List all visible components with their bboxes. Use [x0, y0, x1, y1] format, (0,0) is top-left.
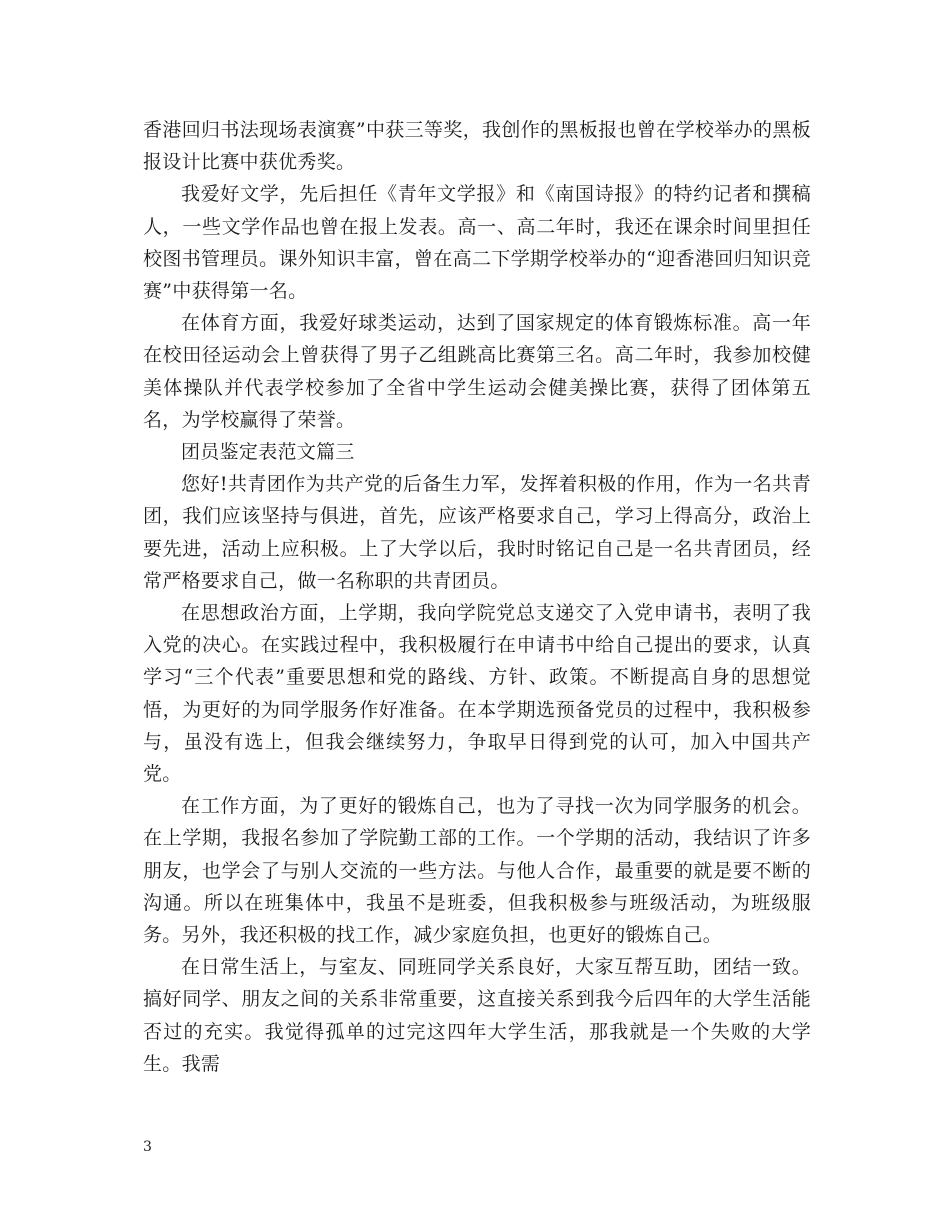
paragraph-5: 在思想政治方面，上学期，我向学院党总支递交了入党申请书，表明了我入党的决心。在实践过程中，我积极履行在申请书中给自己提出的要求，认真学习“三个代表”重要思想和党的路线、方针、政策。不断提高自身的思想觉悟，为更好的为同学服务作好准备。在本学期选预备党员的过程中，我积极参与，虽没有选上，但我会继续努力，争取早日得到党的认可，加入中国共产党。 — [143, 602, 811, 786]
paragraph-1: 香港回归书法现场表演赛”中获三等奖，我创作的黑板报也曾在学校举办的黑板报设计比赛中获优秀奖。 — [143, 119, 811, 174]
page-number: 3 — [143, 1139, 152, 1155]
paragraph-7: 在日常生活上，与室友、同班同学关系良好，大家互帮互助，团结一致。搞好同学、朋友之间的关系非常重要，这直接关系到我今后四年的大学生活能否过的充实。我觉得孤单的过完这四年大学生活，那我就是一个失败的大学生。我需 — [143, 956, 811, 1075]
paragraph-6: 在工作方面，为了更好的锻炼自己，也为了寻找一次为同学服务的机会。在上学期，我报名参加了学院勤工部的工作。一个学期的活动，我结识了许多朋友，也学会了与别人交流的一些方法。与他人合作，最重要的就是要不断的沟通。所以在班集体中，我虽不是班委，但我积极参与班级活动，为班级服务。另外，我还积极的找工作，减少家庭负担，也更好的锻炼自己。 — [143, 795, 811, 947]
document-body — [143, 114, 811, 1080]
paragraph-4: 您好!共青团作为共产党的后备生力军，发挥着积极的作用，作为一名共青团，我们应该坚持与俱进，首先，应该严格要求自己，学习上得高分，政治上要先进，活动上应积极。上了大学以后，我时时铭记自己是一名共青团员，经常严格要求自己，做一名称职的共青团员。 — [143, 473, 811, 592]
section-heading: 团员鉴定表范文篇三 — [181, 441, 355, 464]
paragraph-3: 在体育方面，我爱好球类运动，达到了国家规定的体育锻炼标准。高一年在校田径运动会上曾获得了男子乙组跳高比赛第三名。高二年时，我参加校健美体操队并代表学校参加了全省中学生运动会健美操比赛，获得了团体第五名，为学校赢得了荣誉。 — [143, 312, 811, 431]
paragraph-2: 我爱好文学，先后担任《青年文学报》和《南国诗报》的特约记者和撰稿人，一些文学作品也曾在报上发表。高一、高二年时，我还在课余时间里担任校图书管理员。课外知识丰富，曾在高二下学期学校举办的“迎香港回归知识竞赛”中获得第一名。 — [143, 183, 811, 303]
